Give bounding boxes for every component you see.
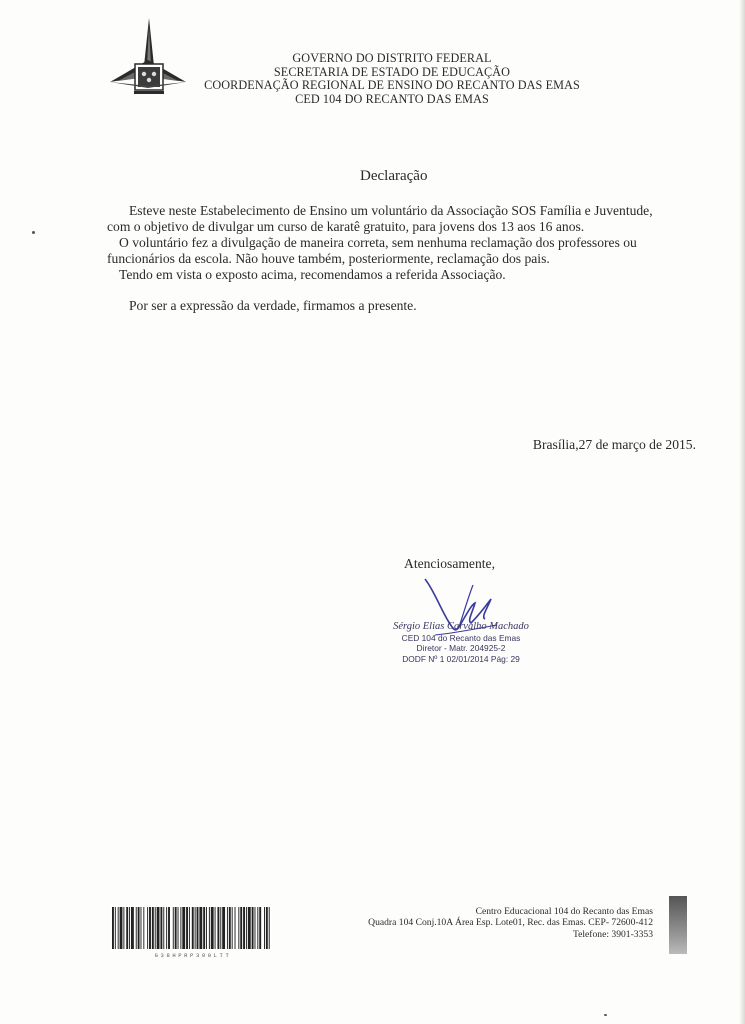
stamp-director-registration: Diretor - Matr. 204925-2 (416, 643, 506, 653)
place-and-date: Brasília,27 de março de 2015. (532, 437, 696, 452)
declaration-body (107, 203, 697, 314)
paragraph-1-line-1: Esteve neste Estabelecimento de Ensino um voluntário da Associação SOS Família e Juventude, (129, 203, 653, 218)
paragraph-3: Tendo em vista o exposto acima, recomendamos a referida Associação. (119, 267, 506, 282)
header-line-secretariat: SECRETARIA DE ESTADO DE EDUCAÇÃO (273, 64, 511, 79)
stamp-school: CED 104 do Recanto das Emas (401, 632, 521, 643)
header-line-government: GOVERNO DO DISTRITO FEDERAL (292, 51, 492, 65)
barcode-icon (110, 906, 272, 950)
paragraph-2-line-1: O voluntário fez a divulgação de maneira correta, sem nenhuma reclamação dos professores ou (119, 235, 637, 250)
letterhead (200, 52, 584, 106)
footer-phone: Telefone: 3901-3353 (572, 928, 653, 940)
closing-statement: Por ser a expressão da verdade, firmamos a presente. (129, 298, 417, 313)
gray-scale-strip (669, 896, 687, 954)
footer-address: Quadra 104 Conj.10A Área Esp. Lote01, Rec. das Emas. CEP- 72600-412 (368, 917, 653, 929)
paragraph-2-line-2: funcionários da escola. Não houve também, posteriormente, reclamação dos pais. (107, 251, 550, 266)
barcode-number: G38HPRP300LTT (154, 952, 232, 959)
scan-speck (604, 1014, 607, 1016)
director-stamp (386, 622, 536, 664)
header-line-school: CED 104 DO RECANTO DAS EMAS (295, 91, 489, 106)
scan-edge-shadow (739, 0, 745, 1024)
scan-speck (32, 231, 35, 234)
valediction: Atenciosamente, (404, 556, 495, 571)
school-address-footer (368, 906, 653, 940)
document-title: Declaração (360, 168, 428, 184)
stamp-name: Sérgio Elias Carvalho Machado (393, 621, 529, 632)
header-line-coordination: COORDENAÇÃO REGIONAL DE ENSINO DO RECANTO DAS EMAS (204, 78, 580, 92)
coat-of-arms-icon (108, 16, 188, 98)
footer-school-name: Centro Educacional 104 do Recanto das Emas (475, 906, 653, 917)
paragraph-1-line-2: com o objetivo de divulgar um curso de karatê gratuito, para jovens dos 13 aos 16 anos. (107, 219, 585, 234)
stamp-dodf-reference: DODF Nº 1 02/01/2014 Pág: 29 (402, 653, 520, 664)
